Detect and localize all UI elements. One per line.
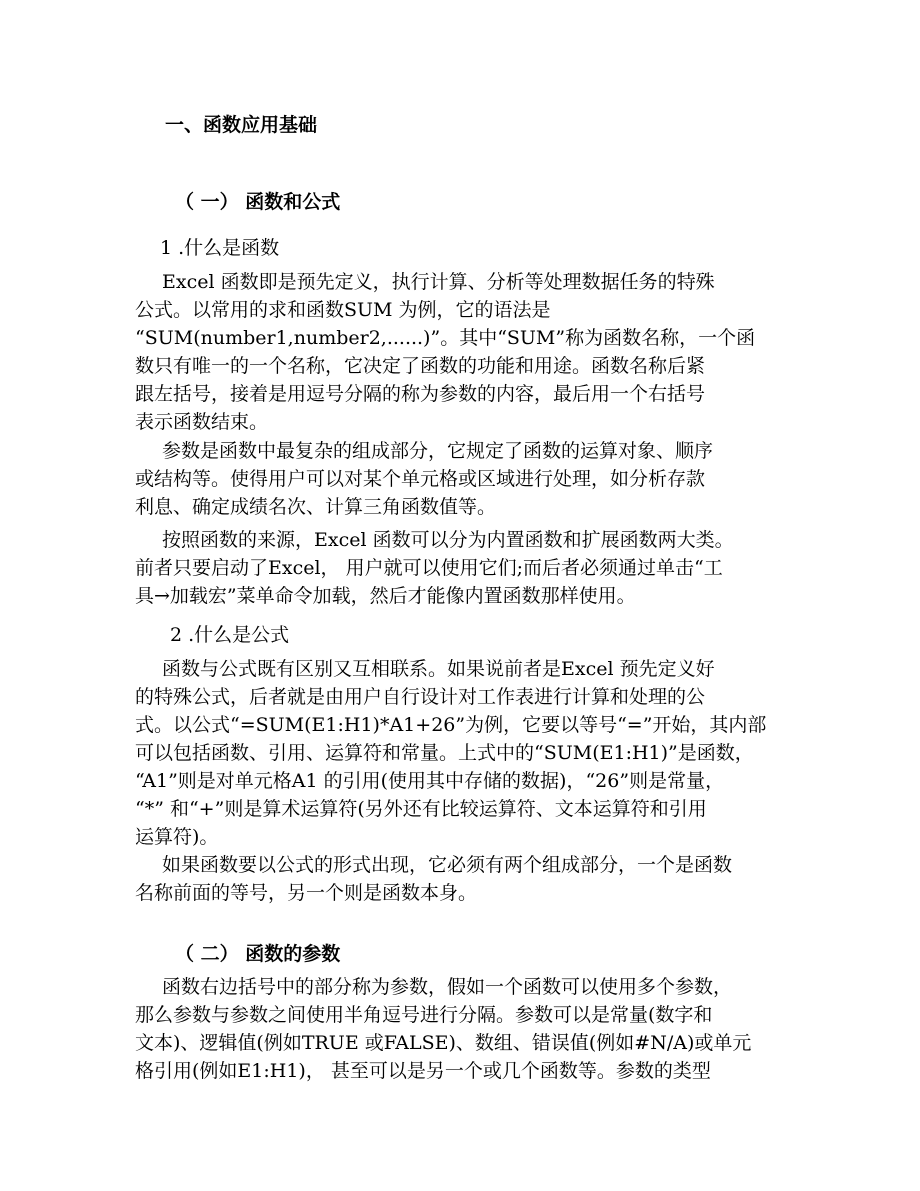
paragraph-line: “SUM(number1,number2,......)”。其中“SUM”称为函数名称，一个函 <box>135 327 756 349</box>
paragraph-line: 或结构等。使得用户可以对某个单元格或区域进行处理，如分析存款 <box>135 468 706 490</box>
paragraph-line: 运算符)。 <box>135 826 219 848</box>
paragraph-line: “*” 和“+”则是算术运算符(另外还有比较运算符、文本运算符和引用 <box>135 798 707 820</box>
paragraph-line: 文本)、逻辑值(例如TRUE 或FALSE)、数组、错误值(例如#N/A)或单元 <box>135 1032 752 1054</box>
paragraph-line: 按照函数的来源，Excel 函数可以分为内置函数和扩展函数两大类。 <box>162 529 734 551</box>
item-title-1-text: 1 .什么是函数 <box>160 237 280 259</box>
paragraph-line: 函数与公式既有区别又互相联系。如果说前者是Excel 预先定义好 <box>162 658 715 680</box>
paragraph-6 <box>135 973 785 1085</box>
paragraph-2 <box>135 437 785 521</box>
subsection-heading-2-text: （ 二） 函数的参数 <box>175 943 341 965</box>
paragraph-1 <box>135 268 785 436</box>
item-title-1 <box>160 234 810 262</box>
paragraph-line: 如果函数要以公式的形式出现，它必须有两个组成部分，一个是函数 <box>162 854 733 876</box>
paragraph-line: 函数右边括号中的部分称为参数，假如一个函数可以使用多个参数， <box>162 976 733 998</box>
paragraph-line: 可以包括函数、引用、运算符和常量。上式中的“SUM(E1:H1)”是函数， <box>135 742 754 764</box>
paragraph-line: 跟左括号，接着是用逗号分隔的称为参数的内容，最后用一个右括号 <box>135 383 706 405</box>
paragraph-4 <box>135 655 785 851</box>
paragraph-line: 具→加载宏”菜单命令加载，然后才能像内置函数那样使用。 <box>135 585 636 607</box>
paragraph-line: 参数是函数中最复杂的组成部分，它规定了函数的运算对象、顺序 <box>162 440 714 462</box>
paragraph-line: 利息、确定成绩名次、计算三角函数值等。 <box>135 496 497 518</box>
subsection-heading-2 <box>175 940 825 968</box>
paragraph-line: 名称前面的等号，另一个则是函数本身。 <box>135 882 478 904</box>
paragraph-line: 数只有唯一的一个名称，它决定了函数的功能和用途。函数名称后紧 <box>135 355 706 377</box>
paragraph-5 <box>135 851 785 907</box>
paragraph-line: Excel 函数即是预先定义，执行计算、分析等处理数据任务的特殊 <box>162 271 715 293</box>
subsection-heading-1-text: （ 一） 函数和公式 <box>175 191 341 213</box>
paragraph-line: 公式。以常用的求和函数SUM 为例，它的语法是 <box>135 299 551 321</box>
paragraph-line: 的特殊公式，后者就是由用户自行设计对工作表进行计算和处理的公 <box>135 686 706 708</box>
paragraph-line: 那么参数与参数之间使用半角逗号进行分隔。参数可以是常量(数字和 <box>135 1004 713 1026</box>
paragraph-line: “A1”则是对单元格A1 的引用(使用其中存储的数据)，“26”则是常量， <box>135 770 725 792</box>
section-title-text: 一、函数应用基础 <box>165 114 318 136</box>
item-title-2 <box>170 621 820 649</box>
subsection-heading-1 <box>175 188 825 216</box>
paragraph-line: 式。以公式“=SUM(E1:H1)*A1+26”为例，它要以等号“=”开始，其内部 <box>135 714 767 736</box>
paragraph-line: 表示函数结束。 <box>135 411 269 433</box>
section-title <box>165 111 815 139</box>
paragraph-line: 格引用(例如E1:H1)， 甚至可以是另一个或几个函数等。参数的类型 <box>135 1060 711 1082</box>
paragraph-line: 前者只要启动了Excel， 用户就可以使用它们;而后者必须通过单击“工 <box>135 557 723 579</box>
item-title-2-text: 2 .什么是公式 <box>170 624 290 646</box>
paragraph-3 <box>135 526 785 610</box>
